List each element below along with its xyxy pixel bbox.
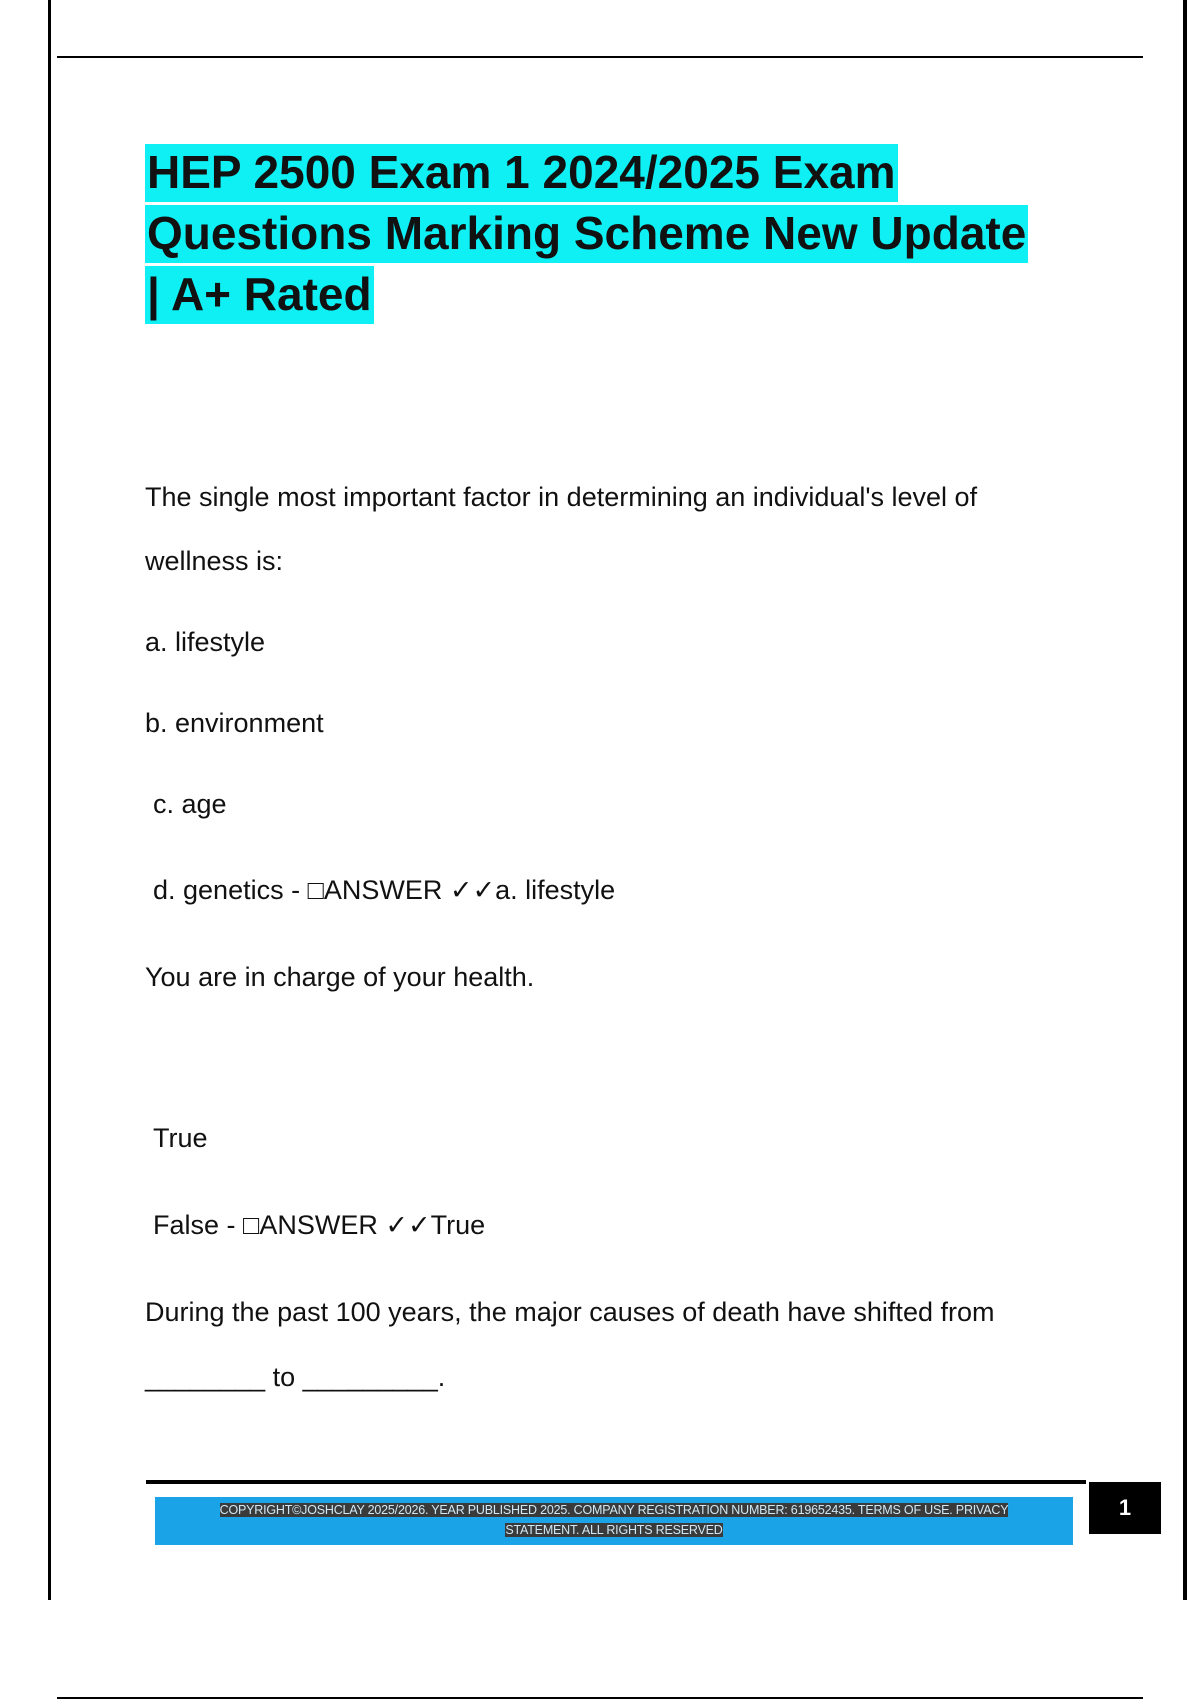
page-number: 1 <box>1089 1482 1161 1534</box>
question-1-option-d-answer: d. genetics - □ANSWER ✓✓a. lifestyle <box>153 875 616 905</box>
title-line-2: Questions Marking Scheme New Update <box>145 203 1105 264</box>
header-rule <box>57 56 1143 58</box>
copyright-footer <box>155 1497 1073 1545</box>
question-1-option-c: c. age <box>153 789 227 819</box>
footer-rule <box>146 1480 1086 1484</box>
page-border-left <box>48 0 51 1600</box>
copyright-line-2: STATEMENT. ALL RIGHTS RESERVED <box>505 1523 723 1537</box>
document-title <box>145 142 1105 325</box>
question-2-option-true: True <box>153 1123 208 1153</box>
question-1-option-a: a. lifestyle <box>145 627 266 657</box>
title-line-3: | A+ Rated <box>145 264 1105 325</box>
title-line-1: HEP 2500 Exam 1 2024/2025 Exam <box>145 142 1105 203</box>
page-border-right <box>1183 0 1187 1600</box>
question-1-option-b: b. environment <box>145 708 324 738</box>
question-3-stem-line-2: ________ to _________. <box>145 1362 446 1392</box>
question-2-option-false-answer: False - □ANSWER ✓✓True <box>153 1210 486 1240</box>
copyright-line-1: COPYRIGHT©JOSHCLAY 2025/2026. YEAR PUBLISHED 2025. COMPANY REGISTRATION NUMBER: 619652435. TERMS OF USE. PRIVACY <box>219 1503 1009 1517</box>
question-1-stem-line-1: The single most important factor in determining an individual's level of <box>145 482 978 512</box>
next-page-header-rule <box>57 1697 1143 1699</box>
question-1-stem-line-2: wellness is: <box>145 546 284 576</box>
question-2-stem: You are in charge of your health. <box>145 962 535 992</box>
question-3-stem-line-1: During the past 100 years, the major causes of death have shifted from <box>145 1297 995 1327</box>
